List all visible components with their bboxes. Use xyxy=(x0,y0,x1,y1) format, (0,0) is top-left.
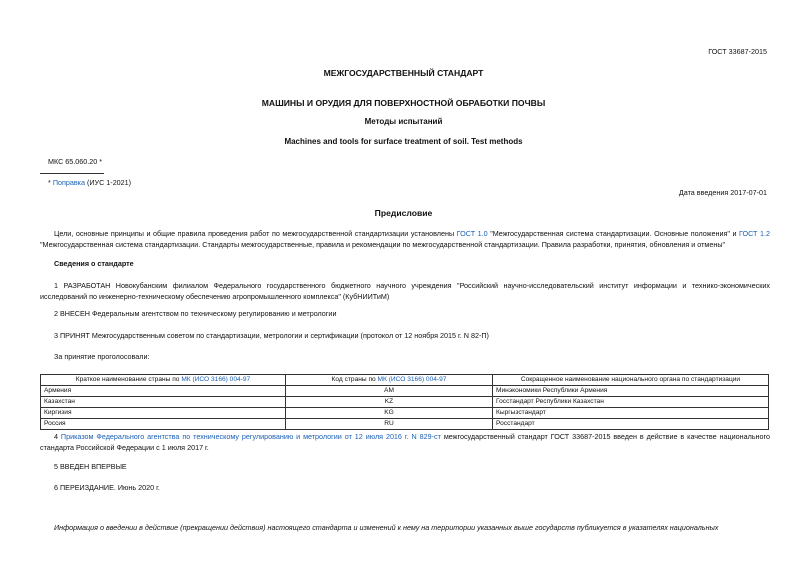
item-adopted: 3 ПРИНЯТ Межгосударственным советом по стандартизации, метрологии и сертификации (протокол от 12 ноября 2015 г. N 82-П) xyxy=(54,331,489,340)
cell-country: Россия xyxy=(41,419,286,430)
document-title: МАШИНЫ И ОРУДИЯ ДЛЯ ПОВЕРХНОСТНОЙ ОБРАБОТКИ ПОЧВЫ xyxy=(261,98,546,108)
footnote xyxy=(48,178,131,187)
preface-heading: Предисловие xyxy=(374,208,433,218)
document-subtitle: Методы испытаний xyxy=(364,117,443,126)
item-developed: 1 РАЗРАБОТАН Новокубанским филиалом Федерального государственного бюджетного научного учреждения "Российский научно-исследовательский институт информации и технико-экономических исследований по инженерно-техническому обеспечению агропромышленного комплекса" (КубНИИТиМ) xyxy=(40,281,770,301)
cell-code: AM xyxy=(286,386,493,397)
cell-body: Госстандарт Республики Казахстан xyxy=(493,397,769,408)
preface-text-3: "Межгосударственная система стандартизации. Стандарты межгосударственные, правила и рекомендации по межгосударственной стандартизации. Правила разработки, принятия, обновления и отмены" xyxy=(40,240,726,249)
link-gost-1-2[interactable]: ГОСТ 1.2 xyxy=(739,229,770,238)
item-enacted-text: межгосударственный стандарт ГОСТ 33687-2015 введен в действие в качестве национального стандарта Российской Федерации с 1 июля 2017 г. xyxy=(40,432,770,452)
item-enacted xyxy=(40,431,770,453)
footnote-text: (ИУС 1-2021) xyxy=(86,178,132,187)
table-row xyxy=(41,397,769,408)
voted-label: За принятие проголосовали: xyxy=(54,352,150,361)
cell-country: Киргизия xyxy=(41,408,286,419)
column-country-name-text: Краткое наименование страны по xyxy=(75,376,180,383)
item-enacted-number: 4 xyxy=(54,432,58,441)
cell-code: KZ xyxy=(286,397,493,408)
cell-country: Армения xyxy=(41,386,286,397)
document-title-english: Machines and tools for surface treatment of soil. Test methods xyxy=(284,137,523,146)
footnote-star: * xyxy=(48,178,51,187)
cell-code: KG xyxy=(286,408,493,419)
link-mk-iso-3166-code[interactable]: МК (ИСО 3166) 004-97 xyxy=(377,376,447,383)
table-header-row xyxy=(41,375,769,386)
footnote-link-correction[interactable]: Поправка xyxy=(52,178,85,187)
column-country-code-text: Код страны по xyxy=(331,376,376,383)
info-heading: Сведения о стандарте xyxy=(54,259,134,268)
date-of-introduction: Дата введения 2017-07-01 xyxy=(678,188,767,197)
item-first-introduced: 5 ВВЕДЕН ВПЕРВЫЕ xyxy=(54,462,127,471)
table-row xyxy=(41,386,769,397)
cell-body: Минэкономики Республики Армения xyxy=(493,386,769,397)
cell-code: RU xyxy=(286,419,493,430)
footnote-divider xyxy=(40,173,104,174)
column-standards-body: Сокращенное наименование национального органа по стандартизации xyxy=(493,375,769,386)
preface-text-1: Цели, основные принципы и общие правила проведения работ по межгосударственной стандартизации установлены xyxy=(54,229,455,238)
cell-body: Росстандарт xyxy=(493,419,769,430)
table-row xyxy=(41,419,769,430)
preface-paragraph xyxy=(40,228,770,250)
column-country-name xyxy=(41,375,286,386)
table-row xyxy=(41,408,769,419)
cell-country: Казахстан xyxy=(41,397,286,408)
item-submitted: 2 ВНЕСЕН Федеральным агентством по техническому регулированию и метрологии xyxy=(54,309,337,318)
link-gost-1-0[interactable]: ГОСТ 1.0 xyxy=(456,229,488,238)
item-reissue: 6 ПЕРЕИЗДАНИЕ. Июнь 2020 г. xyxy=(54,483,160,492)
cell-body: Кыргызстандарт xyxy=(493,408,769,419)
link-mk-iso-3166[interactable]: МК (ИСО 3166) 004-97 xyxy=(181,376,251,383)
mks-code: МКС 65.060.20 * xyxy=(48,157,103,166)
member-states-table xyxy=(40,374,769,430)
column-country-code xyxy=(286,375,493,386)
standard-type-heading: МЕЖГОСУДАРСТВЕННЫЙ СТАНДАРТ xyxy=(323,68,484,78)
bottom-info-note: Информация о введении в действие (прекращении действия) настоящего стандарта и изменений к нему на территории указанных выше государств публикуется в указателях национальных xyxy=(54,523,719,532)
link-rosstandart-order[interactable]: Приказом Федерального агентства по техническому регулированию и метрологии от 12 июля 2016 г. N 829-ст xyxy=(60,432,441,441)
document-code: ГОСТ 33687-2015 xyxy=(708,47,767,56)
preface-text-2: "Межгосударственная система стандартизации. Основные положения" и xyxy=(490,229,737,238)
